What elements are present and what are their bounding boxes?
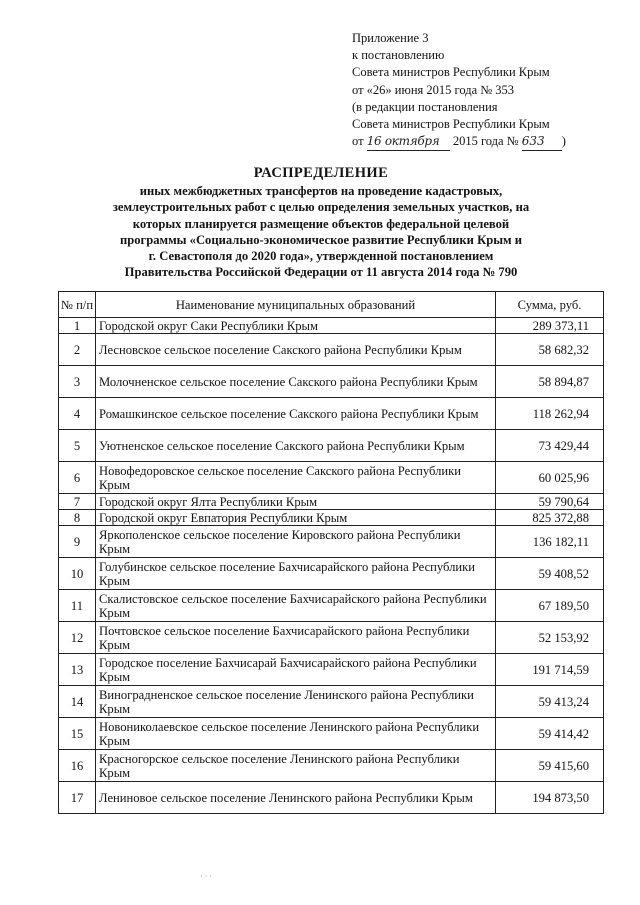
row-name: Виноградненское сельское поселение Ленинского района Республики Крым (96, 686, 496, 718)
table-row (59, 750, 604, 782)
row-number: 2 (59, 334, 96, 366)
row-name: Почтовское сельское поселение Бахчисарайского района Республики Крым (96, 622, 496, 654)
row-name: Молочненское сельское поселение Сакского района Республики Крым (96, 366, 496, 398)
row-name: Городской округ Саки Республики Крым (96, 318, 496, 334)
row-name: Новониколаевское сельское поселение Ленинского района Республики Крым (96, 718, 496, 750)
table-row (59, 510, 604, 526)
row-name: Яркополенское сельское поселение Кировского района Республики Крым (96, 526, 496, 558)
heading-line: Правительства Российской Федерации от 11 августа 2014 года № 790 (124, 265, 518, 280)
header-number: № п/п (59, 292, 96, 318)
appendix-block (352, 30, 622, 151)
row-sum: 58 682,32 (496, 334, 604, 366)
appendix-middle: 2015 года № (452, 134, 519, 149)
header-sum: Сумма, руб. (496, 292, 604, 318)
row-sum: 59 408,52 (496, 558, 604, 590)
handwritten-number: 633 (522, 133, 562, 151)
row-sum: 58 894,87 (496, 366, 604, 398)
table-row (59, 526, 604, 558)
row-number: 15 (59, 718, 96, 750)
table-row (59, 334, 604, 366)
row-sum: 59 790,64 (496, 494, 604, 510)
heading-line: которых планируется размещение объектов федеральной целевой (132, 216, 510, 231)
row-sum: 67 189,50 (496, 590, 604, 622)
table-row (59, 318, 604, 334)
row-name: Городской округ Ялта Республики Крым (96, 494, 496, 510)
row-sum: 118 262,94 (496, 398, 604, 430)
appendix-line: от «26» июня 2015 года № 353 (352, 82, 515, 97)
row-number: 7 (59, 494, 96, 510)
row-name: Голубинское сельское поселение Бахчисарайского района Республики Крым (96, 558, 496, 590)
row-sum: 60 025,96 (496, 462, 604, 494)
row-sum: 194 873,50 (496, 782, 604, 814)
table-row (59, 494, 604, 510)
row-number: 8 (59, 510, 96, 526)
heading-line: программы «Социально-экономическое развитие Республики Крым и (119, 232, 523, 247)
handwritten-date: 16 октября (367, 133, 450, 151)
row-number: 9 (59, 526, 96, 558)
table-body (59, 318, 604, 814)
table-row (59, 430, 604, 462)
scan-noise: · · · (200, 872, 212, 881)
row-number: 3 (59, 366, 96, 398)
appendix-line: к постановлению (352, 48, 445, 63)
heading-line: г. Севастополя до 2020 года», утвержденной постановлением (148, 249, 494, 264)
row-sum: 52 153,92 (496, 622, 604, 654)
table-row (59, 462, 604, 494)
row-sum: 59 414,42 (496, 718, 604, 750)
row-name: Красногорское сельское поселение Ленинского района Республики Крым (96, 750, 496, 782)
row-name: Городской округ Евпатория Республики Крым (96, 510, 496, 526)
table-row (59, 686, 604, 718)
table-row (59, 558, 604, 590)
table-row (59, 654, 604, 686)
row-number: 1 (59, 318, 96, 334)
row-sum: 191 714,59 (496, 654, 604, 686)
appendix-line: (в редакции постановления (352, 99, 498, 114)
table-row (59, 398, 604, 430)
row-number: 4 (59, 398, 96, 430)
row-number: 11 (59, 590, 96, 622)
table-row (59, 590, 604, 622)
appendix-line: Совета министров Республики Крым (352, 65, 550, 80)
row-number: 14 (59, 686, 96, 718)
row-name: Ромашкинское сельское поселение Сакского района Республики Крым (96, 398, 496, 430)
row-sum: 59 413,24 (496, 686, 604, 718)
table-row (59, 622, 604, 654)
heading-line: землеустроительных работ с целью определения земельных участков, на (112, 200, 530, 215)
header-name: Наименование муниципальных образований (96, 292, 496, 318)
row-sum: 825 372,88 (496, 510, 604, 526)
row-name: Уютненское сельское поселение Сакского района Республики Крым (96, 430, 496, 462)
distribution-table (58, 291, 604, 814)
document-heading (30, 164, 612, 281)
row-sum: 59 415,60 (496, 750, 604, 782)
row-name: Городское поселение Бахчисарай Бахчисарайского района Республики Крым (96, 654, 496, 686)
row-number: 10 (59, 558, 96, 590)
table-row (59, 718, 604, 750)
appendix-prefix: от (352, 134, 364, 149)
appendix-line: Совета министров Республики Крым (352, 117, 550, 132)
heading-line: иных межбюджетных трансфертов на проведение кадастровых, (139, 184, 503, 198)
row-sum: 136 182,11 (496, 526, 604, 558)
row-name: Лесновское сельское поселение Сакского района Республики Крым (96, 334, 496, 366)
appendix-last-line (352, 133, 622, 151)
row-sum: 73 429,44 (496, 430, 604, 462)
row-name: Скалистовское сельское поселение Бахчисарайского района Республики Крым (96, 590, 496, 622)
row-number: 16 (59, 750, 96, 782)
appendix-suffix: ) (561, 134, 566, 149)
row-name: Новофедоровское сельское поселение Сакского района Республики Крым (96, 462, 496, 494)
row-number: 17 (59, 782, 96, 814)
row-number: 5 (59, 430, 96, 462)
row-name: Лениновое сельское поселение Ленинского района Республики Крым (96, 782, 496, 814)
table-row (59, 782, 604, 814)
row-number: 6 (59, 462, 96, 494)
table-header-row (59, 292, 604, 318)
row-number: 12 (59, 622, 96, 654)
document-title: РАСПРЕДЕЛЕНИЕ (253, 165, 389, 181)
appendix-line: Приложение 3 (352, 31, 429, 45)
row-sum: 289 373,11 (496, 318, 604, 334)
row-number: 13 (59, 654, 96, 686)
table-row (59, 366, 604, 398)
